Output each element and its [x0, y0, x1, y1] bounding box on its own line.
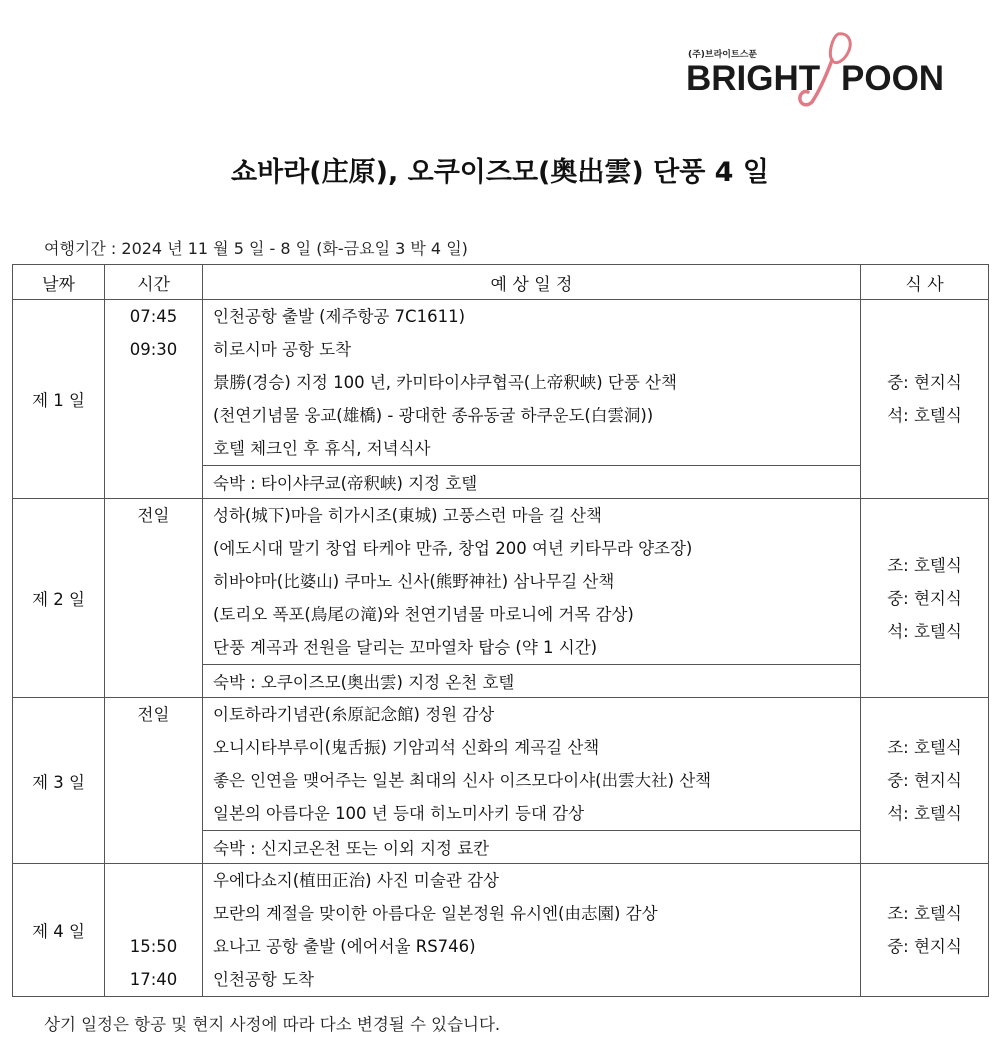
day-1-meals [861, 300, 989, 499]
schedule-item: 모란의 계절을 맞이한 아름다운 일본정원 유시엔(由志園) 감상 [213, 904, 658, 923]
schedule-item: 일본의 아름다운 100 년 등대 히노미사키 등대 감상 [213, 804, 585, 823]
logo-word-bright: BRIGHT [686, 59, 821, 98]
schedule-item: 오니시타부루이(鬼舌振) 기암괴석 신화의 계곡길 산책 [213, 738, 600, 757]
meal-item: 중: 현지식 [887, 937, 962, 956]
time-entry: 17:40 [129, 970, 178, 989]
schedule-item: 히로시마 공항 도착 [213, 340, 352, 359]
header-date: 날짜 [13, 265, 105, 300]
schedule-item: 인천공항 출발 (제주항공 7C1611) [213, 307, 466, 326]
day-3-stay: 숙박 : 신지코온천 또는 이외 지정 료칸 [203, 831, 861, 864]
meal-item: 석: 호텔식 [887, 621, 962, 641]
schedule-item: 단풍 계곡과 전원을 달리는 꼬마열차 탑승 (약 1 시간) [213, 638, 598, 657]
meal-item: 조: 호텔식 [887, 738, 962, 757]
day-4-schedule [203, 864, 861, 997]
itinerary-table [12, 264, 989, 997]
time-entry: 전일 [137, 705, 170, 724]
schedule-item: 좋은 인연을 맺어주는 일본 최대의 신사 이즈모다이샤(出雲大社) 산책 [213, 771, 712, 790]
time-entry: 07:45 [129, 307, 178, 326]
meal-item: 중: 현지식 [887, 373, 962, 392]
header-schedule: 예 상 일 정 [203, 265, 861, 300]
day-2-schedule [203, 499, 861, 665]
meal-item: 조: 호텔식 [887, 555, 962, 575]
table-row [13, 864, 989, 997]
schedule-item: (토리오 폭포(鳥尾の滝)와 천연기념물 마로니에 거목 감상) [213, 605, 634, 624]
time-entry [105, 897, 202, 930]
day-4-times [105, 864, 203, 997]
schedule-item: 이토하라기념관(糸原記念館) 정원 감상 [213, 705, 495, 724]
day-1-times [105, 300, 203, 499]
meal-item: 중: 현지식 [887, 588, 962, 608]
travel-period: 여행기간 : 2024 년 11 월 5 일 - 8 일 (화-금요일 3 박 4 일) [44, 239, 468, 258]
meal-item: 조: 호텔식 [887, 904, 962, 923]
meal-item: 석: 호텔식 [887, 804, 962, 823]
time-entry: 09:30 [129, 340, 178, 359]
schedule-item: (천연기념물 웅교(雄橋) - 광대한 종유동굴 하쿠운도(白雲洞)) [213, 406, 654, 425]
day-4-date: 제 4 일 [13, 864, 105, 997]
logo-word-poon: POON [841, 59, 945, 98]
day-3-times [105, 698, 203, 864]
header-time: 시간 [105, 265, 203, 300]
table-header-row [13, 265, 989, 300]
schedule-item: 인천공항 도착 [213, 970, 314, 989]
header-meal: 식 사 [861, 265, 989, 300]
company-logo [680, 30, 950, 110]
schedule-item: 우에다쇼지(植田正治) 사진 미술관 감상 [213, 871, 499, 890]
schedule-item: 요나고 공항 출발 (에어서울 RS746) [213, 937, 476, 956]
schedule-item: 호텔 체크인 후 휴식, 저녁식사 [213, 439, 431, 458]
table-row [13, 499, 989, 665]
time-entry: 전일 [137, 506, 170, 525]
meal-item: 중: 현지식 [887, 771, 962, 790]
table-row [13, 698, 989, 831]
day-2-meals [861, 499, 989, 698]
day-1-schedule [203, 300, 861, 466]
table-row [13, 300, 989, 466]
footer-note: 상기 일정은 항공 및 현지 사정에 따라 다소 변경될 수 있습니다. [44, 1015, 501, 1034]
day-1-stay: 숙박 : 타이샤쿠쿄(帝釈峡) 지정 호텔 [203, 466, 861, 499]
schedule-item: 히바야마(比婆山) 쿠마노 신사(熊野神社) 삼나무길 산책 [213, 572, 615, 591]
day-2-stay: 숙박 : 오쿠이즈모(奥出雲) 지정 온천 호텔 [203, 665, 861, 698]
schedule-item: 성하(城下)마을 히가시조(東城) 고풍스런 마을 길 산책 [213, 506, 602, 525]
schedule-item: (에도시대 말기 창업 타케야 만쥬, 창업 200 여년 키타무라 양조장) [213, 539, 693, 558]
time-entry: 15:50 [129, 937, 178, 956]
day-2-date: 제 2 일 [13, 499, 105, 698]
day-2-times [105, 499, 203, 698]
time-entry [105, 864, 202, 897]
day-3-date: 제 3 일 [13, 698, 105, 864]
day-3-meals [861, 698, 989, 864]
schedule-item: 景勝(경승) 지정 100 년, 카미타이샤쿠협곡(上帝釈峡) 단풍 산책 [213, 373, 677, 392]
day-3-schedule [203, 698, 861, 831]
meal-item: 석: 호텔식 [887, 406, 962, 425]
page-title: 쇼바라(庄原), 오쿠이즈모(奥出雲) 단풍 4 일 [231, 157, 769, 188]
day-1-date: 제 1 일 [13, 300, 105, 499]
logo-company-name: (주)브라이트스푼 [688, 50, 758, 60]
day-4-meals [861, 864, 989, 997]
